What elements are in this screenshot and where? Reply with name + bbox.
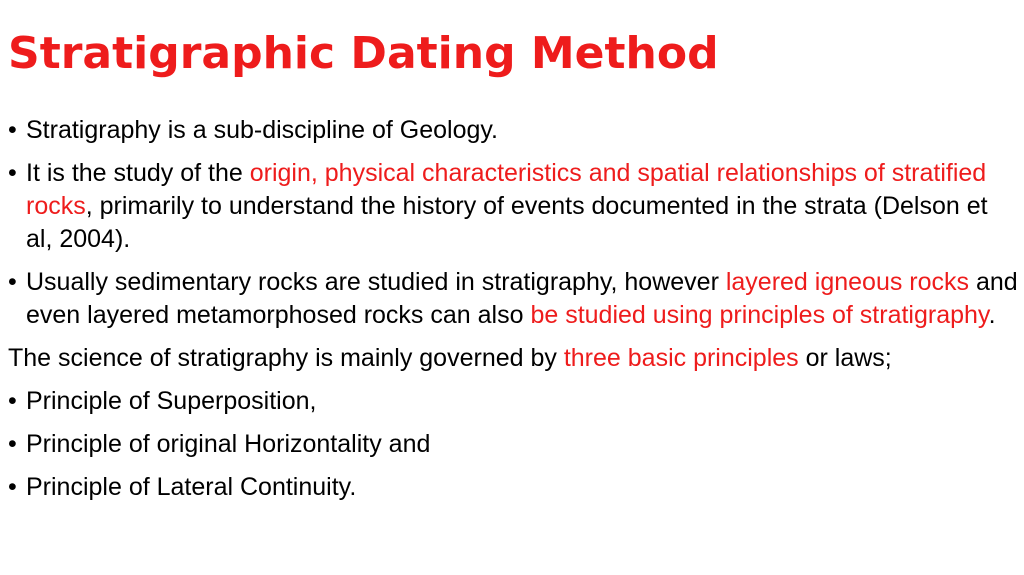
text-run: . — [988, 301, 996, 329]
bullet-icon: • — [8, 268, 17, 296]
highlighted-text: three basic principles — [563, 344, 799, 372]
bullet-icon: • — [8, 159, 17, 187]
bullet-icon: • — [8, 116, 17, 144]
text-run: It is the study of the — [26, 159, 250, 187]
bullet-item — [8, 157, 1018, 256]
bullet-item — [8, 428, 1018, 461]
text-run: Stratigraphy is a sub-discipline of Geology. — [26, 116, 498, 144]
bullet-item — [8, 385, 1018, 418]
slide-title: Stratigraphic Dating Method — [8, 28, 719, 79]
text-run: and even layered metamorphosed rocks can also — [26, 268, 1018, 329]
text-run: Principle of Superposition, — [26, 387, 317, 415]
text-run: Principle of original Horizontality and — [26, 430, 431, 458]
body-paragraph — [8, 342, 1018, 375]
highlighted-text: origin, physical characteristics and spatial relationships of stratified rocks — [26, 159, 987, 220]
bullet-icon: • — [8, 430, 17, 458]
text-run: The science of stratigraphy is mainly governed by — [8, 344, 564, 372]
bullet-icon: • — [8, 473, 17, 501]
bullet-icon: • — [8, 387, 17, 415]
bullet-item — [8, 266, 1018, 332]
highlighted-text: be studied using principles of stratigraphy — [530, 301, 989, 329]
text-run: or laws; — [798, 344, 892, 372]
bullet-item — [8, 471, 1018, 504]
text-run: , primarily to understand the history of events documented in the strata (Delson et al, 2004). — [26, 192, 988, 253]
text-run: Usually sedimentary rocks are studied in stratigraphy, however — [26, 268, 726, 296]
slide-body — [8, 114, 1018, 514]
highlighted-text: layered igneous rocks — [725, 268, 970, 296]
bullet-item — [8, 114, 1018, 147]
text-run: Principle of Lateral Continuity. — [26, 473, 357, 501]
